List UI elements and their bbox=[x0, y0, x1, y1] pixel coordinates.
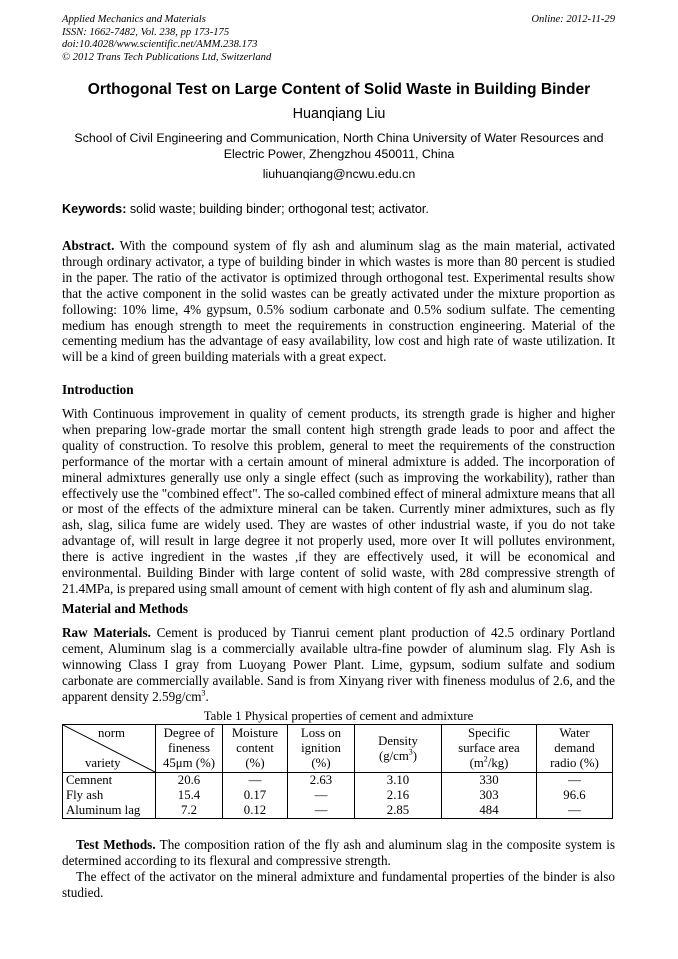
raw-materials-sup: 3 bbox=[201, 688, 206, 698]
table-cell: 2.16 bbox=[355, 788, 442, 803]
header-text: Moisture bbox=[231, 726, 279, 740]
header-fineness bbox=[156, 725, 223, 773]
header-text: demand bbox=[554, 741, 595, 755]
header-text: Degree of bbox=[163, 726, 215, 740]
table-cell: — bbox=[288, 788, 355, 803]
table-row bbox=[63, 788, 613, 803]
keywords-label: Keywords: bbox=[62, 202, 127, 216]
table-header-row bbox=[63, 725, 613, 773]
header-density bbox=[355, 725, 442, 773]
table-cell: 0.17 bbox=[223, 788, 288, 803]
corner-top-label: norm bbox=[97, 726, 125, 740]
abstract bbox=[62, 238, 615, 365]
raw-materials-label: Raw Materials. bbox=[62, 625, 151, 640]
header-text: surface area bbox=[458, 741, 520, 755]
header-text: radio (%) bbox=[550, 756, 599, 770]
table-caption: Table 1 Physical properties of cement and admixture bbox=[203, 709, 474, 723]
table-cell: 96.6 bbox=[537, 788, 613, 803]
table-row bbox=[63, 773, 613, 789]
table-cell: 2.85 bbox=[355, 803, 442, 819]
header-text: fineness bbox=[168, 741, 210, 755]
table-cell: 20.6 bbox=[156, 773, 223, 789]
table-cell: 330 bbox=[442, 773, 537, 789]
keywords-text: solid waste; building binder; orthogonal test; activator. bbox=[126, 202, 429, 216]
row-name: Cemnent bbox=[63, 773, 156, 789]
issn-line: ISSN: 1662-7482, Vol. 238, pp 173-175 bbox=[62, 26, 230, 38]
row-name: Aluminum lag bbox=[63, 803, 156, 819]
abstract-text: With the compound system of fly ash and aluminum slag as the main material, activated through ordinary activator, a type of building binder in which wastes is more than 80 percent is studied in the paper. The ratio of the activator is optimized through orthogonal test. Experimental results show that the active component in the solid wastes can be greatly activated under the mixture proportion as following: 10% lime, 4% gypsum, 0.5% sodium carbonate and 0.5% sodium sulfate. The cementing medium has enough strength to meet the requirements in construction engineering. Material of the cementing medium has the advantage of easy availability, low cost and high rate of waste utilization. It will be a kind of green building materials with a great expect. bbox=[62, 238, 615, 365]
corner-cell bbox=[63, 725, 156, 773]
affiliation bbox=[40, 130, 638, 163]
corner-bottom-label: variety bbox=[85, 756, 121, 770]
header-text: Loss on bbox=[300, 726, 342, 740]
header-text: Specific bbox=[468, 726, 510, 740]
activator-effect-paragraph: The effect of the activator on the mineral admixture and fundamental properties of the binder is also studied. bbox=[62, 869, 615, 900]
header-surface bbox=[442, 725, 537, 773]
journal-name: Applied Mechanics and Materials bbox=[62, 14, 206, 25]
copyright-line: © 2012 Trans Tech Publications Ltd, Switzerland bbox=[62, 51, 272, 63]
table-cell: 15.4 bbox=[156, 788, 223, 803]
header-loss bbox=[288, 725, 355, 773]
table-cell: — bbox=[288, 803, 355, 819]
header-text: Water bbox=[559, 726, 590, 740]
abstract-label: Abstract. bbox=[62, 238, 115, 253]
header-text: Density bbox=[378, 733, 418, 748]
header-text: (m bbox=[469, 756, 484, 770]
running-header bbox=[62, 14, 615, 64]
raw-materials-paragraph bbox=[62, 625, 615, 705]
header-text: ) bbox=[412, 748, 418, 763]
header-text: /kg) bbox=[487, 756, 509, 770]
table-cell: 3.10 bbox=[355, 773, 442, 789]
header-moisture bbox=[223, 725, 288, 773]
header-text: (%) bbox=[245, 756, 265, 770]
affiliation-line-1: School of Civil Engineering and Communication, North China University of Water Resources and bbox=[74, 131, 604, 145]
header-sup: 2 bbox=[483, 754, 488, 764]
table-cell: 484 bbox=[442, 803, 537, 819]
raw-materials-text: Cement is produced by Tianrui cement plant production of 42.5 ordinary Portland cement, Aluminum slag is a commercially available ultra-fine powder of aluminum slag. Fly Ash is winnowing Class I gray from Luoyang Power Plant. Lime, gypsum, sodium sulfate and sodium carbonate are commercially available. Sand is from Xinyang river with fineness modulus of 2.6, and the apparent density 2.59g/cm bbox=[62, 625, 615, 704]
methods-heading: Material and Methods bbox=[62, 601, 189, 616]
keywords bbox=[62, 202, 622, 216]
table-row bbox=[63, 803, 613, 819]
row-name: Fly ash bbox=[63, 788, 156, 803]
header-text: (%) bbox=[311, 756, 331, 770]
author-email: liuhuanqiang@ncwu.edu.cn bbox=[262, 167, 416, 181]
table-cell: 7.2 bbox=[156, 803, 223, 819]
table-cell: 0.12 bbox=[223, 803, 288, 819]
test-methods-text: The composition ration of the fly ash and aluminum slag in the composite system is determined according to its flexural and compressive strength. bbox=[62, 837, 615, 868]
paper-title: Orthogonal Test on Large Content of Solid Waste in Building Binder bbox=[87, 81, 591, 98]
raw-materials-end: . bbox=[205, 688, 209, 704]
table-cell: 303 bbox=[442, 788, 537, 803]
affiliation-line-2: Electric Power, Zhengzhou 450011, China bbox=[223, 147, 455, 162]
header-text: (g/cm bbox=[378, 748, 409, 763]
introduction-heading: Introduction bbox=[62, 382, 134, 397]
introduction-text: With Continuous improvement in quality of cement products, its strength grade is higher and higher when preparing low-grade mortar the small content high strength grade leads to poor and affect the quality of construction. To resolve this problem, general to meet the requirements of the construction performance of the mortar with a certain amount of mineral admixture is added. The incorporation of mineral admixtures generally use only a single effect (such as improving the workability), rather than effectively use the "combined effect". The so-called combined effect of mineral admixture means that all or most of the effects of the admixture mineral can be taken. Currently miner admixtures, such as fly ash, slag, silica fume are widely used. They are wastes of other industrial waste, if you do not take advantage of, will result in large degree it not properly used, more over It will pollutes environment, there is active ingredient in the wastes ,if they are effectively used, it will be economical and environmental. Building Binder with large content of solid waste, with 28d compressive strength of 21.4MPa, is prepared using small amount of cement with high content of fly ash and aluminum slag. bbox=[62, 406, 615, 596]
header-sup: 3 bbox=[408, 747, 413, 757]
table-cell: — bbox=[537, 773, 613, 789]
header-text: content bbox=[236, 741, 274, 755]
header-text: 45μm (%) bbox=[163, 756, 215, 770]
test-methods-label: Test Methods. bbox=[76, 837, 156, 852]
header-text: ignition bbox=[301, 741, 341, 755]
online-date: Online: 2012-11-29 bbox=[531, 14, 615, 25]
physical-properties-table bbox=[62, 724, 613, 819]
test-methods-paragraph bbox=[62, 837, 615, 869]
header-water bbox=[537, 725, 613, 773]
doi-line: doi:10.4028/www.scientific.net/AMM.238.173 bbox=[62, 39, 258, 51]
table-cell: 2.63 bbox=[288, 773, 355, 789]
table-cell: — bbox=[537, 803, 613, 819]
table-cell: — bbox=[223, 773, 288, 789]
author-name: Huanqiang Liu bbox=[292, 106, 386, 122]
